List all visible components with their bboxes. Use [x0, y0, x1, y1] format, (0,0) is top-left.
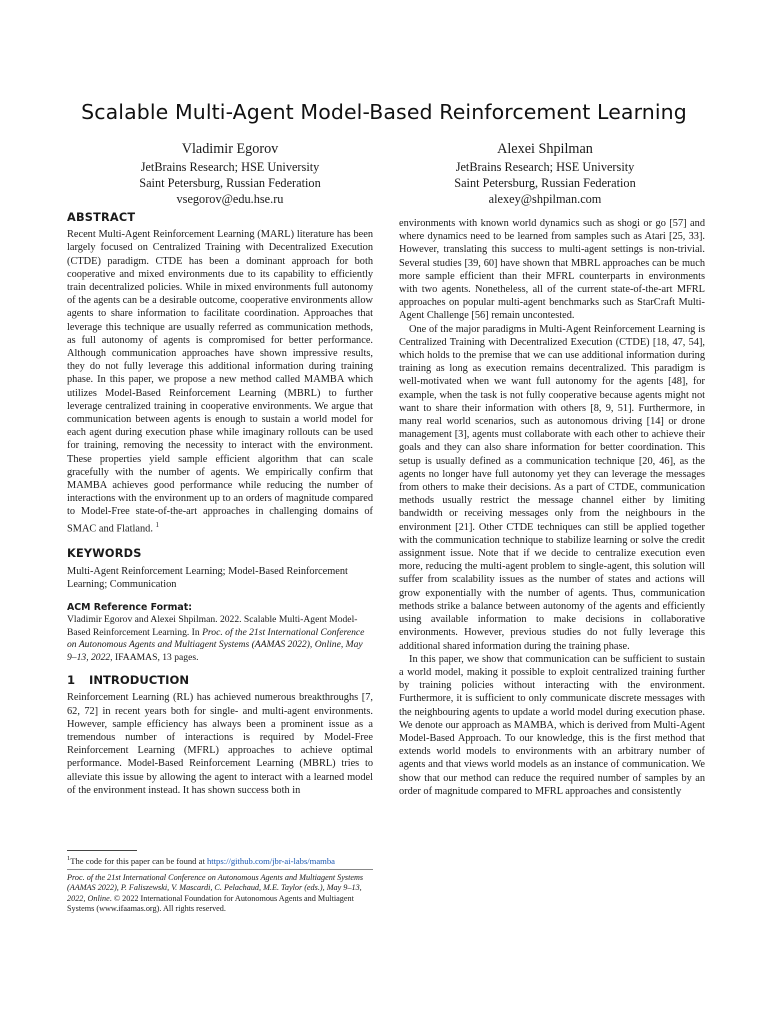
- left-column: [67, 211, 373, 797]
- keywords-heading: KEYWORDS: [67, 547, 142, 561]
- author-name: Alexei Shpilman: [497, 141, 593, 157]
- footnote-marker[interactable]: 1: [155, 520, 160, 529]
- footnote: $^1$The code for this paper can be found at https://github.com/jbr-ai-labs/mamba: [67, 855, 335, 866]
- acm-reference: [67, 601, 373, 664]
- intro-paragraph-3: One of the major paradigms in Multi-Agent Reinforcement Learning is Centralized Training with Decentralized Execution (CTDE) [18, 47, 54], which holds to the premise that we can use additional information during training as long as execution remains decentralized. This paradigm is well-motivated when we want full autonomy for the agents [48], for example, when the task is not fully cooperative because agents might not want to share their information with others [8, 9, 51]. Furthermore, in many real world scenarios, such as autonomous driving [14] or drone management [3], agents must collaborate with each other to achieve their goals and they can also share information for better coordination. This setup is usually defined as a communication technique [20, 46], as the agents no longer have full autonomy yet they can leverage the messages from others to make their decisions. As a part of CTDE, communication methods usually restrict the message channel either by limiting bandwidth or receiving messages only from the neighbours in the environment [21]. Other CTDE techniques can still be applied together with the communication technique to stabilize learning or solve the credit assignment issue. Note that if we decide to centralize execution even more, reducing the multi-agent problem to single-agent, this solution will suffer from scalability issues as the number of states and actions will grow exponentially with the number of agents. Thus, communication methods strike a balance between autonomy of the agents and efficiently using available information to make decisions in collaborative environments. However, previous studies do not fully leverage this additional shared information during the training phase.: [399, 323, 705, 652]
- author-email: vsegorov@edu.hse.ru: [176, 192, 284, 206]
- intro-paragraph-1: Reinforcement Learning (RL) has achieved numerous breakthroughs [7, 62, 72] in recent years both for single- and multi-agent environments. However, sample efficiency has always been a prominent issue as a tremendous number of interactions is required by Model-Free Reinforcement Learning (MFRL) approaches to achieve optimal performance. Model-Based Reinforcement Learning (MBRL) tries to alleviate this issue by allowing the agent to interact with a learned model of the environment instead. It has shown success both in: [67, 692, 373, 796]
- acm-heading: ACM Reference Format:: [67, 601, 192, 613]
- paper-title: Scalable Multi-Agent Model-Based Reinforcement Learning: [81, 100, 687, 124]
- author-name: Vladimir Egorov: [181, 141, 279, 157]
- intro-paragraph-2: environments with known world dynamics such as shogi or go [57] and where dynamics need to be learned from samples such as Atari [25, 33]. However, translating this success to multi-agent settings is non-trivial. Several studies [39, 60] have shown that MBRL approaches can be much more sample efficient than their MFRL counterparts in environments with two agents. Nonetheless, all of the current state-of-the-art MFRL approaches on popular multi-agent benchmarks such as StarCraft Multi-Agent Challenge [56] remain uncontested.: [399, 218, 705, 322]
- author-affiliation: JetBrains Research; HSE University: [455, 160, 635, 174]
- author-location: Saint Petersburg, Russian Federation: [454, 176, 636, 190]
- author-1: [70, 140, 390, 207]
- keywords-text: Multi-Agent Reinforcement Learning; Model-Based Reinforcement Learning; Communication: [67, 565, 348, 590]
- author-2: [385, 140, 705, 207]
- introduction-heading: 1 INTRODUCTION: [67, 673, 190, 688]
- abstract-heading: ABSTRACT: [67, 211, 136, 224]
- abstract-text: Recent Multi-Agent Reinforcement Learning (MARL) literature has been largely focused on Centralized Training with Decentralized Execution (CTDE) paradigm. CTDE has been a dominant approach for both cooperative and mixed environments due to its capability to efficiently train decentralized policies. While in mixed environments full autonomy of the agents can be a desirable outcome, cooperative environments allow agents to share information to facilitate coordination. Approaches that leverage this technique are usually referred as communication methods, as full autonomy of agents is compromised for better performance. Although communication approaches have shown impressive results, they do not fully leverage this additional information during training phase. In this paper, we propose a new method called MAMBA which utilizes Model-Based Reinforcement Learning (MBRL) to further leverage centralized training in cooperative environments. We argue that communication between agents is enough to sustain a world model for each agent during execution phase while imaginary rollouts can be used for training, removing the necessity to interact with the environment. These properties yield sample efficient algorithm that can scale gracefully with the number of agents. We empirically confirm that MAMBA achieves good performance while reducing the number of interactions with the environment up to an orders of magnitude compared to Model-Free state-of-the-art approaches in challenging domains of SMAC and Flatland. $^1$: [67, 229, 373, 535]
- acm-text: Vladimir Egorov and Alexei Shpilman. 2022. Scalable Multi-Agent Model-Based Reinforcement Learning. In Proc. of the 21st International Conference on Autonomous Agents and Multiagent Systems (AAMAS 2022), Online, May 9–13, 2022, IFAAMAS, 13 pages.: [67, 614, 365, 663]
- right-column: [399, 217, 705, 798]
- author-location: Saint Petersburg, Russian Federation: [139, 176, 321, 190]
- proceedings-note: Proc. of the 21st International Conference on Autonomous Agents and Multiagent Systems (AAMAS 2022), P. Faliszewski, V. Mascardi, C. Pelachaud, M.E. Taylor (eds.), May 9–13, 2022, Online. © 2022 International Foundation for Autonomous Agents and Multiagent Systems (www.ifaamas.org). All rights reserved.: [67, 873, 364, 914]
- author-email: alexey@shpilman.com: [488, 192, 602, 206]
- footnote-divider: [67, 850, 137, 851]
- code-link[interactable]: https://github.com/jbr-ai-labs/mamba: [206, 855, 335, 866]
- author-affiliation: JetBrains Research; HSE University: [140, 160, 320, 174]
- proceedings-divider: [67, 869, 373, 870]
- intro-paragraph-4: In this paper, we show that communication can be sufficient to sustain a world model, making it possible to exploit centralized training further by training policies without interacting with the environment. Furthermore, it is sufficient to only communicate discrete messages with the neighbouring agents to update a world model during execution phase. We denote our approach as MAMBA, which is derived from Multi-Agent Model-Based Approach. To our knowledge, this is the first method that extends world models to environments with an arbitrary number of agents and that views world models as an instance of communication. We show that our method can reduce the required number of samples by an order of magnitude compared to MFRL approaches and consistently: [399, 653, 705, 797]
